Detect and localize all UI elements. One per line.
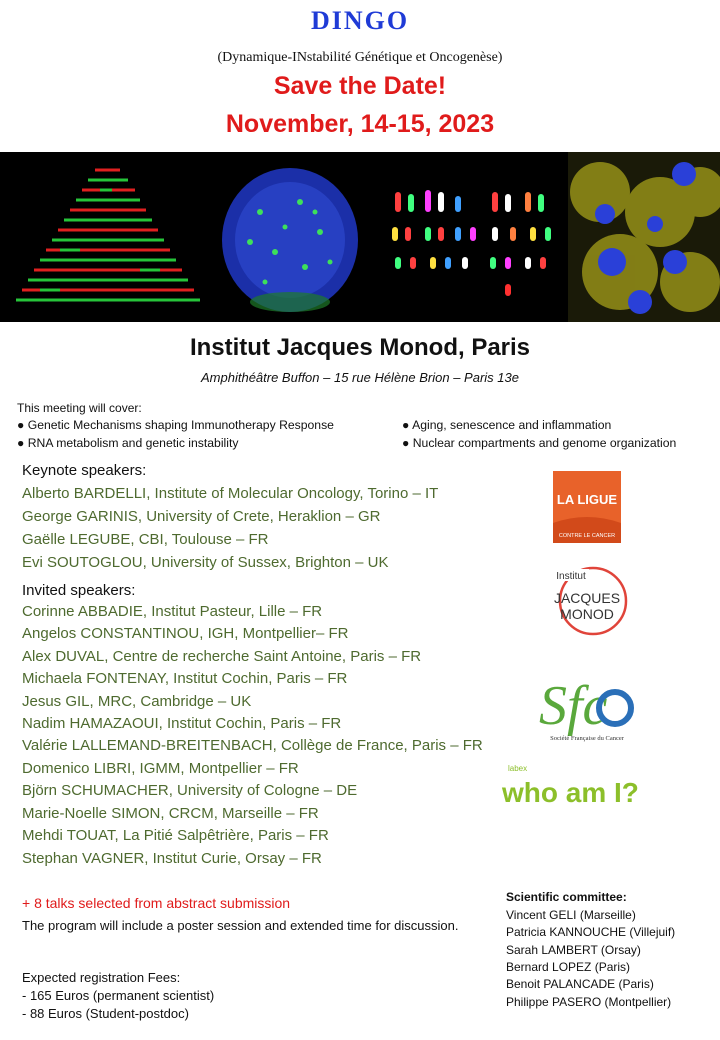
svg-text:MONOD: MONOD	[560, 606, 614, 622]
svg-text:Sfc: Sfc	[539, 675, 608, 737]
committee-member: Bernard LOPEZ (Paris)	[506, 960, 631, 974]
topic-item: ● Aging, senescence and inflammation	[402, 418, 612, 432]
keynote-speaker: Evi SOUTOGLOU, University of Sussex, Brighton – UK	[22, 554, 389, 571]
venue-address: Amphithéâtre Buffon – 15 rue Hélène Brion – Paris 13e	[201, 370, 519, 385]
keynote-heading: Keynote speakers:	[22, 462, 147, 479]
institut-jacques-monod-logo	[535, 565, 631, 637]
invited-speaker: Stephan VAGNER, Institut Curie, Orsay – FR	[22, 850, 322, 867]
la-ligue-logo	[553, 471, 621, 543]
invited-speaker: Corinne ABBADIE, Institut Pasteur, Lille – FR	[22, 603, 323, 620]
invited-speaker: Jesus GIL, MRC, Cambridge – UK	[22, 693, 252, 710]
event-acronym: DINGO	[310, 6, 410, 35]
invited-speaker: Marie-Noelle SIMON, CRCM, Marseille – FR	[22, 805, 319, 822]
sfc-logo	[537, 672, 637, 742]
svg-text:who am I?: who am I?	[502, 777, 639, 806]
invited-speaker: Valérie LALLEMAND-BREITENBACH, Collège de France, Paris – FR	[22, 737, 483, 754]
svg-text:JACQUES: JACQUES	[553, 590, 621, 606]
invited-speaker: Angelos CONSTANTINOU, IGH, Montpellier– FR	[22, 625, 349, 642]
committee-member: Sarah LAMBERT (Orsay)	[506, 943, 641, 957]
coverage-intro: This meeting will cover:	[17, 401, 142, 415]
committee-member: Philippe PASERO (Montpellier)	[506, 995, 672, 1009]
keynote-speaker: George GARINIS, University of Crete, Heraklion – GR	[22, 508, 381, 525]
event-date: November, 14-15, 2023	[225, 110, 495, 138]
keynote-speaker: Alberto BARDELLI, Institute of Molecular Oncology, Torino – IT	[22, 485, 439, 502]
fees-heading: Expected registration Fees:	[22, 970, 181, 985]
invited-speaker: Björn SCHUMACHER, University of Cologne – DE	[22, 782, 358, 799]
keynote-speaker: Gaëlle LEGUBE, CBI, Toulouse – FR	[22, 531, 269, 548]
committee-member: Patricia KANNOUCHE (Villejuif)	[506, 925, 676, 939]
invited-speaker: Mehdi TOUAT, La Pitié Salpêtrière, Paris – FR	[22, 827, 329, 844]
svg-text:labex: labex	[508, 764, 528, 773]
committee-member: Vincent GELI (Marseille)	[506, 908, 636, 922]
invited-speaker: Nadim HAMAZAOUI, Institut Cochin, Paris – FR	[22, 715, 342, 732]
fee-item: - 165 Euros (permanent scientist)	[22, 988, 215, 1003]
microscopy-images-graphic	[0, 152, 720, 322]
committee-member: Benoit PALANCADE (Paris)	[506, 977, 654, 991]
abstract-talks-note: + 8 talks selected from abstract submission	[22, 895, 291, 911]
invited-speaker: Michaela FONTENAY, Institut Cochin, Paris – FR	[22, 670, 348, 687]
svg-text:CONTRE LE CANCER: CONTRE LE CANCER	[558, 533, 616, 539]
invited-speaker: Alex DUVAL, Centre de recherche Saint Antoine, Paris – FR	[22, 648, 422, 665]
event-full-name: (Dynamique-INstabilité Génétique et Oncogenèse)	[217, 50, 503, 65]
topic-item: ● Genetic Mechanisms shaping Immunotherapy Response	[17, 418, 334, 432]
svg-text:Société Française du Cancer: Société Française du Cancer	[550, 735, 624, 742]
svg-text:LA LIGUE: LA LIGUE	[556, 492, 618, 507]
fee-item: - 88 Euros (Student-postdoc)	[22, 1006, 189, 1021]
committee-heading: Scientific committee:	[506, 890, 627, 904]
microscopy-image-strip	[0, 152, 720, 322]
nucleus-panel	[222, 168, 358, 312]
save-the-date: Save the Date!	[273, 72, 447, 100]
cells-panel	[568, 152, 720, 322]
invited-speaker: Domenico LIBRI, IGMM, Montpellier – FR	[22, 760, 299, 777]
topic-item: ● Nuclear compartments and genome organization	[402, 436, 677, 450]
topic-item: ● RNA metabolism and genetic instability	[17, 436, 239, 450]
invited-heading: Invited speakers:	[22, 582, 136, 599]
svg-text:Institut: Institut	[556, 571, 586, 582]
labex-who-am-i-logo	[500, 762, 670, 806]
venue-name: Institut Jacques Monod, Paris	[189, 334, 531, 361]
program-note: The program will include a poster session and extended time for discussion.	[22, 918, 459, 933]
